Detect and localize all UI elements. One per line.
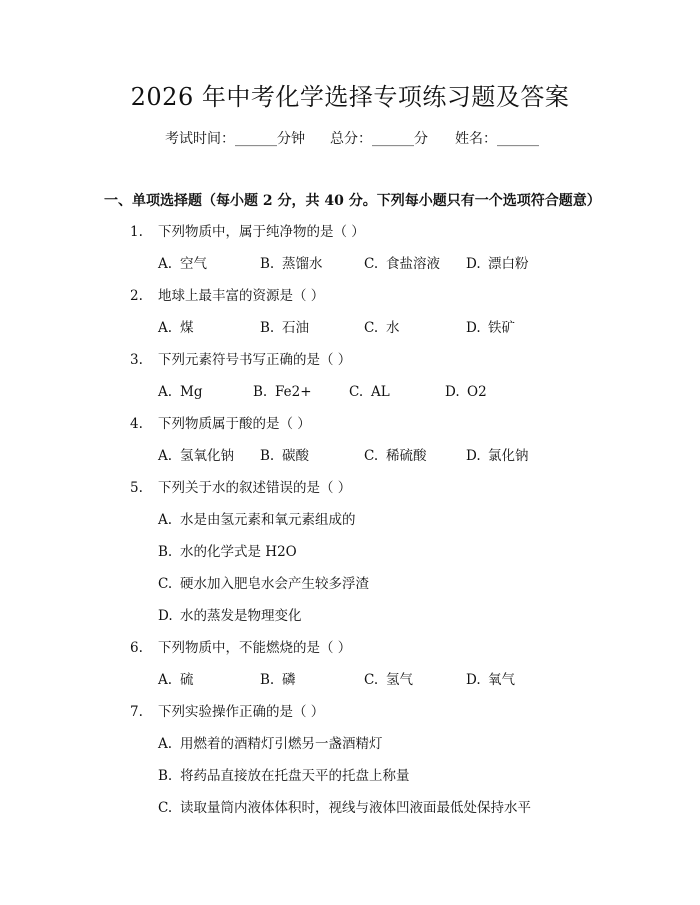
option-b[interactable]: B. 蒸馏水 <box>260 256 323 272</box>
total-score-field: 总分：______分 <box>330 131 428 147</box>
option-c[interactable]: C. 食盐溶液 <box>364 256 440 272</box>
question-number: 4. <box>130 416 143 432</box>
question-number: 7. <box>130 704 143 720</box>
question-number: 5. <box>130 480 143 496</box>
option-b[interactable]: B. Fe2+ <box>253 384 312 400</box>
option-d[interactable]: D. 氯化钠 <box>466 448 529 464</box>
option-d[interactable]: D. 漂白粉 <box>466 256 529 272</box>
option-c[interactable]: C. 氢气 <box>364 672 413 688</box>
question-stem: 下列物质中，不能燃烧的是（ ） <box>158 640 352 656</box>
option-a[interactable]: A. 煤 <box>158 320 194 336</box>
question-stem: 下列物质中，属于纯净物的是（ ） <box>158 224 365 240</box>
option-b[interactable]: B. 石油 <box>260 320 309 336</box>
option-b[interactable]: B. 碳酸 <box>260 448 309 464</box>
option-c[interactable]: C. 稀硫酸 <box>364 448 427 464</box>
option-d[interactable]: D. 铁矿 <box>466 320 515 336</box>
question-stem: 下列关于水的叙述错误的是（ ） <box>158 480 352 496</box>
question-number: 1. <box>130 224 143 240</box>
question-number: 3. <box>130 352 143 368</box>
question-number: 6. <box>130 640 143 656</box>
option-d[interactable]: D. O2 <box>445 384 487 400</box>
option-a[interactable]: A. 硫 <box>158 672 194 688</box>
option-b[interactable]: B. 磷 <box>260 672 296 688</box>
option-a[interactable]: A. Mg <box>158 384 203 400</box>
question-stem: 地球上最丰富的资源是（ ） <box>158 288 325 304</box>
option-a[interactable]: A. 空气 <box>158 256 207 272</box>
section-heading: 一、单项选择题（每小题 2 分，共 40 分。下列每小题只有一个选项符合题意） <box>104 193 601 209</box>
exam-time-field: 考试时间：______分钟 <box>165 131 305 147</box>
option-c[interactable]: C. AL <box>349 384 390 400</box>
exam-page: 2026 年中考化学选择专项练习题及答案 考试时间：______分钟 总分：______分 姓名：______ 一、单项选择题（每小题 2 分，共 40 分。下列每小题只有一个选项符合题意） 1. 下列物质中，属于纯净物的是（ ） A. 空气 B. 蒸馏水 C. 食盐溶液 D. 漂白粉 2. 地球上最丰富的资源是（ ） A. 煤 B. 石油 C. 水 D. 铁矿 3. 下列元素符号书写正确的是（ ） A. Mg B. Fe2+ C. AL D. O2 4. 下列物质属于酸的是（ ） A. 氢氧化钠 B. 碳酸 C. 稀硫酸 D. 氯化钠 5. 下列关于水的叙述错误的是（ ） A. 水是由氢元素和氧元素组成的 B. 水的化学式是 H2O C. 硬水加入肥皂水会产生较多浮渣 D. 水的蒸发是物理变化 6. 下列物质中，不能燃烧的是（ ） A. 硫 B. 磷 C. 氢气 D. 氧气 7. 下列实验操作正确的是（ ） A. 用燃着的酒精灯引燃另一盏酒精灯 B. 将药品直接放在托盘天平的托盘上称量 C. 读取量筒内液体体积时，视线与液体凹液面最低处保持水平 <box>0 0 700 905</box>
page-title: 2026 年中考化学选择专项练习题及答案 <box>130 83 570 111</box>
option-d[interactable]: D. 氧气 <box>466 672 515 688</box>
question-stem: 下列实验操作正确的是（ ） <box>158 704 325 720</box>
question-stem: 下列元素符号书写正确的是（ ） <box>158 352 352 368</box>
question-number: 2. <box>130 288 143 304</box>
option-c[interactable]: C. 水 <box>364 320 400 336</box>
question-stem: 下列物质属于酸的是（ ） <box>158 416 311 432</box>
option-a[interactable]: A. 氢氧化钠 <box>158 448 234 464</box>
student-name-field: 姓名：______ <box>455 131 539 147</box>
